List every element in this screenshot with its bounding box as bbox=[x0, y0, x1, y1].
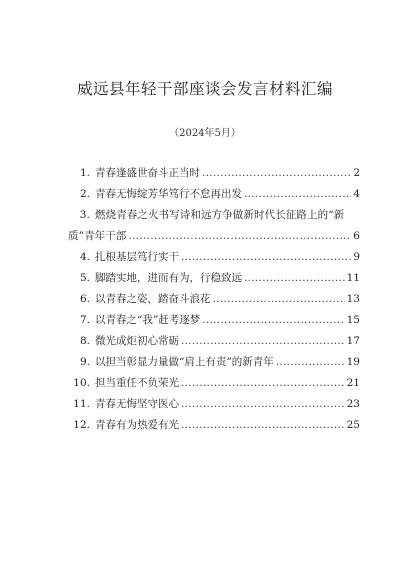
toc-title: 以担当彰显力量做“肩上有责”的新青年 bbox=[95, 356, 274, 368]
toc-page-number: 2 bbox=[353, 167, 360, 179]
toc-page-number: 9 bbox=[353, 251, 360, 263]
toc-leader-dots bbox=[202, 310, 344, 331]
toc-leader-dots bbox=[276, 352, 345, 373]
toc-page-number: 21 bbox=[346, 377, 360, 389]
toc-entry[interactable] bbox=[68, 268, 360, 289]
toc-page-number: 4 bbox=[353, 188, 360, 200]
toc-title: 青春逢盛世奋斗正当时 bbox=[95, 167, 200, 179]
toc-leader-dots bbox=[202, 163, 351, 184]
toc-page-number: 13 bbox=[346, 293, 360, 305]
toc-leader-dots bbox=[244, 268, 345, 289]
toc-number: 1. bbox=[79, 167, 90, 179]
toc-leader-dots bbox=[244, 184, 351, 205]
toc-page-number: 23 bbox=[346, 398, 360, 410]
toc-entry[interactable] bbox=[68, 289, 360, 310]
toc-number: 5. bbox=[79, 272, 90, 284]
toc-entry[interactable] bbox=[68, 394, 360, 415]
toc-title: 扎根基层笃行实干 bbox=[95, 251, 179, 263]
toc-entry[interactable] bbox=[68, 184, 360, 205]
toc-title: 青春有为热爱有光 bbox=[95, 419, 179, 431]
toc-title: 以青春之姿，踏奋斗浪花 bbox=[95, 293, 211, 305]
toc-entry[interactable] bbox=[68, 310, 360, 331]
toc-number: 8. bbox=[79, 335, 90, 347]
toc-title: 脚踏实地，进而有为，行稳致远 bbox=[95, 272, 242, 284]
toc-number: 10. bbox=[73, 377, 90, 389]
toc-page-number: 11 bbox=[346, 272, 360, 284]
toc-entry[interactable] bbox=[68, 352, 360, 373]
toc-leader-dots bbox=[181, 331, 345, 352]
toc-leader-dots bbox=[128, 226, 351, 247]
toc-leader-dots bbox=[181, 373, 345, 394]
toc-title-line1: 燃烧青春之火书写诗和远方争做新时代长征路上的“新 bbox=[95, 209, 345, 221]
toc-leader-dots bbox=[181, 415, 345, 436]
toc-page-number: 6 bbox=[353, 230, 360, 242]
toc-leader-dots bbox=[181, 247, 351, 268]
toc-page-number: 19 bbox=[346, 356, 360, 368]
toc-page-number: 15 bbox=[346, 314, 360, 326]
toc-number: 11. bbox=[73, 398, 90, 410]
toc-title: 担当重任不负荣光 bbox=[95, 377, 179, 389]
toc-page-number: 25 bbox=[346, 419, 360, 431]
toc-entry[interactable] bbox=[68, 331, 360, 352]
toc-number: 2. bbox=[79, 188, 90, 200]
toc-number: 6. bbox=[79, 293, 90, 305]
toc-number: 9. bbox=[79, 356, 90, 368]
toc-number: 7. bbox=[79, 314, 90, 326]
toc-entry[interactable] bbox=[68, 205, 360, 247]
toc-leader-dots bbox=[181, 394, 345, 415]
toc-title: 青春无悔坚守医心 bbox=[95, 398, 179, 410]
toc-entry[interactable] bbox=[68, 373, 360, 394]
toc-entry[interactable] bbox=[68, 415, 360, 436]
toc-entry[interactable] bbox=[68, 163, 360, 184]
document-date: （2024年5月） bbox=[169, 128, 241, 139]
table-of-contents bbox=[68, 163, 360, 436]
toc-leader-dots bbox=[213, 289, 345, 310]
toc-number: 3. bbox=[79, 209, 90, 221]
toc-page-number: 17 bbox=[346, 335, 360, 347]
toc-title: 微光成炬初心常砺 bbox=[95, 335, 179, 347]
toc-number: 12. bbox=[73, 419, 90, 431]
toc-title: 青春无悔绽芳华笃行不怠再出发 bbox=[95, 188, 242, 200]
document-title: 威远县年轻干部座谈会发言材料汇编 bbox=[76, 80, 333, 98]
toc-title: 以青春之“我”赶考逐梦 bbox=[95, 314, 201, 326]
toc-entry[interactable] bbox=[68, 247, 360, 268]
toc-title-line2: 质”青年干部 bbox=[68, 230, 127, 242]
toc-number: 4. bbox=[79, 251, 90, 263]
